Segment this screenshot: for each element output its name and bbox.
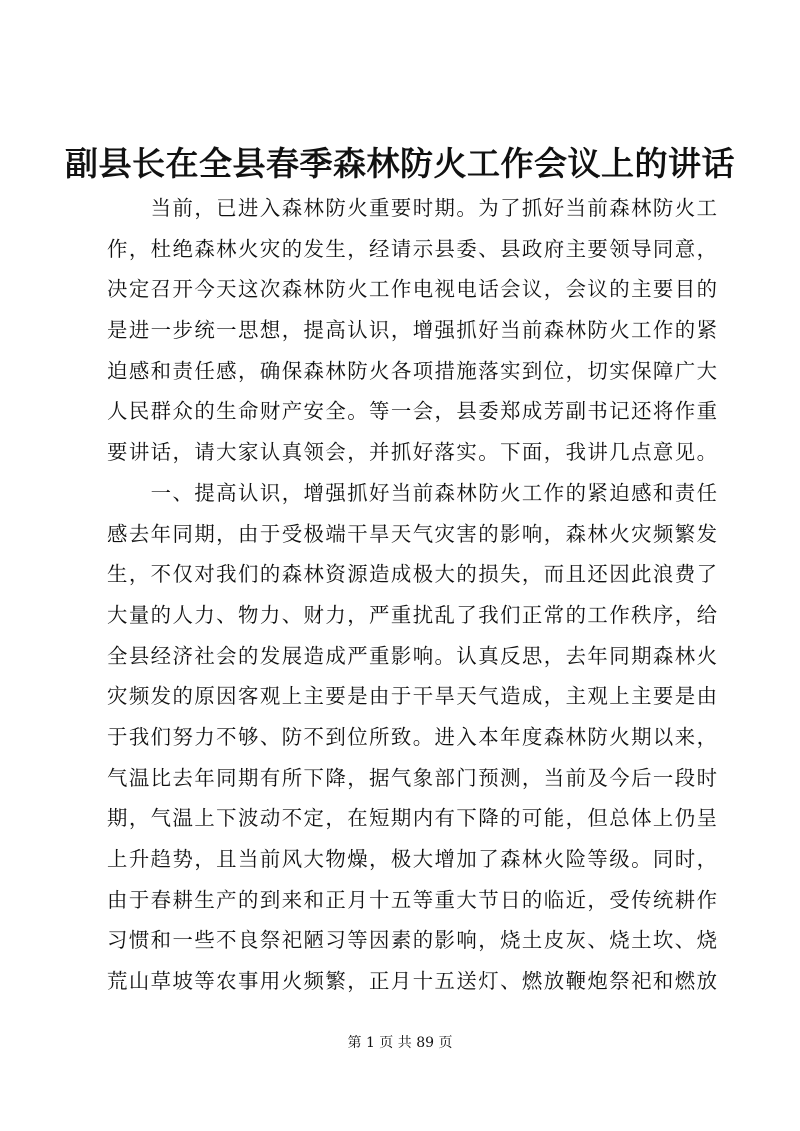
- body-line: 迫感和责任感，确保森林防火各项措施落实到位，切实保障广大: [107, 358, 717, 383]
- body-line: 人民群众的生命财产安全。等一会，县委郑成芳副书记还将作重: [107, 399, 717, 424]
- body-line: 是进一步统一思想，提高认识，增强抓好当前森林防火工作的紧: [107, 318, 717, 343]
- page-number-footer: 第 1 页 共 89 页: [347, 1035, 453, 1051]
- document-title: 副县长在全县春季森林防火工作会议上的讲话: [65, 144, 735, 183]
- body-line: 习惯和一些不良祭祀陋习等因素的影响，烧土皮灰、烧土坎、烧: [107, 928, 717, 953]
- document-body: [107, 188, 717, 1002]
- body-line: 荒山草坡等农事用火频繁，正月十五送灯、燃放鞭炮祭祀和燃放: [107, 969, 717, 994]
- body-line: 气温比去年同期有所下降，据气象部门预测，当前及今后一段时: [107, 765, 717, 790]
- body-line: 决定召开今天这次森林防火工作电视电话会议，会议的主要目的: [107, 277, 717, 302]
- body-line: 生，不仅对我们的森林资源造成极大的损失，而且还因此浪费了: [107, 562, 717, 587]
- body-line: 期，气温上下波动不定，在短期内有下降的可能，但总体上仍呈: [107, 806, 717, 831]
- body-line: 感去年同期，由于受极端干旱天气灾害的影响，森林火灾频繁发: [107, 521, 717, 546]
- body-line: 灾频发的原因客观上主要是由于干旱天气造成，主观上主要是由: [107, 684, 717, 709]
- body-line: 要讲话，请大家认真领会，并抓好落实。下面，我讲几点意见。: [107, 440, 717, 465]
- body-line: 全县经济社会的发展造成严重影响。认真反思，去年同期森林火: [107, 643, 717, 668]
- body-line: 由于春耕生产的到来和正月十五等重大节日的临近，受传统耕作: [107, 887, 717, 912]
- body-line: 上升趋势，且当前风大物燥，极大增加了森林火险等级。同时，: [107, 847, 717, 871]
- body-line: 作，杜绝森林火灾的发生，经请示县委、县政府主要领导同意，: [107, 236, 717, 261]
- body-line: 于我们努力不够、防不到位所致。进入本年度森林防火期以来，: [107, 724, 717, 749]
- body-line: 当前，已进入森林防火重要时期。为了抓好当前森林防火工: [107, 196, 717, 220]
- body-line: 大量的人力、物力、财力，严重扰乱了我们正常的工作秩序，给: [107, 602, 717, 627]
- body-line: 一、提高认识，增强抓好当前森林防火工作的紧迫感和责任: [107, 480, 717, 505]
